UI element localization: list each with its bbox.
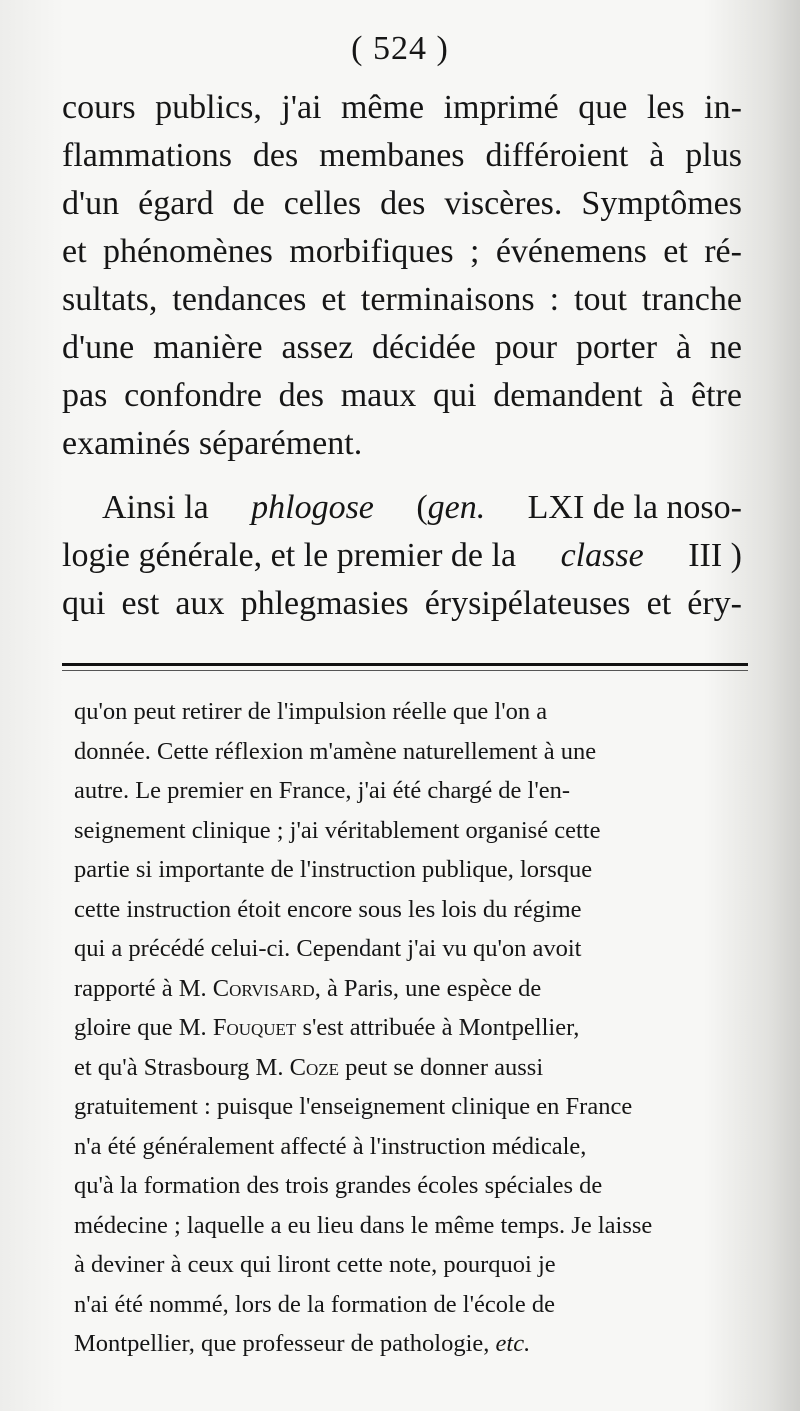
word: événemens xyxy=(495,233,647,270)
word: et xyxy=(62,233,87,270)
word: aux xyxy=(175,585,225,622)
main-line xyxy=(62,324,742,372)
paragraph-line xyxy=(62,532,742,580)
text-run: et qu'à Strasbourg M. xyxy=(74,1053,284,1081)
word: in- xyxy=(704,89,742,126)
footnote-line xyxy=(74,969,764,1009)
word: phénomènes xyxy=(102,233,273,270)
footnote-line: n'a été généralement affecté à l'instruction médicale, xyxy=(74,1132,587,1160)
word: à xyxy=(675,329,692,366)
footnote-line: qu'on peut retirer de l'impulsion réelle que l'on a xyxy=(74,698,548,725)
text-run: III ) xyxy=(688,537,742,574)
text-run: s'est attribuée à Montpellier, xyxy=(302,1014,580,1041)
footnote-line: à deviner à ceux qui liront cette note, pourquoi je xyxy=(74,1251,556,1278)
word: tranche xyxy=(641,281,742,318)
word: viscères. xyxy=(444,185,563,222)
main-line xyxy=(62,276,742,324)
text-run xyxy=(416,484,485,532)
text-run: Ainsi la xyxy=(102,489,209,526)
word: pour xyxy=(494,329,558,366)
word: est xyxy=(121,585,160,622)
word: terminaisons xyxy=(360,281,535,318)
word: à xyxy=(659,377,675,414)
word: à xyxy=(649,137,665,174)
text-run: Montpellier, que professeur de pathologie, xyxy=(74,1330,490,1357)
italic-term: gen. xyxy=(427,489,486,526)
word: flammations xyxy=(62,137,232,174)
footnote-separator-rule xyxy=(62,663,748,666)
word: maux xyxy=(340,377,417,414)
main-line xyxy=(62,372,742,420)
page-number-header: ( 524 ) xyxy=(351,30,449,67)
word: ; xyxy=(469,233,480,270)
text-run: peut se donner aussi xyxy=(345,1053,544,1081)
word: même xyxy=(340,89,425,126)
word: sultats, xyxy=(62,281,158,318)
italic-term: etc. xyxy=(495,1330,531,1357)
word: confondre xyxy=(124,377,262,414)
footnote-line: médecine ; laquelle a eu lieu dans le même temps. Je laisse xyxy=(74,1211,653,1239)
main-line: examinés séparément. xyxy=(62,425,363,462)
word: tout xyxy=(574,281,627,318)
footnote-line: donnée. Cette réflexion m'amène naturellement à une xyxy=(74,737,597,765)
word: manière xyxy=(153,329,263,366)
person-name: Coze xyxy=(289,1053,339,1081)
word: d'un xyxy=(62,185,120,222)
text-run: , à Paris, une espèce de xyxy=(314,974,542,1002)
word: érysipélateuses xyxy=(424,585,631,622)
text-run: LXI de la noso- xyxy=(527,489,742,526)
footnote-line: seignement clinique ; j'ai véritablement organisé cette xyxy=(74,816,601,844)
word: des xyxy=(380,185,426,222)
word: porter xyxy=(575,329,658,366)
footnote-block xyxy=(74,692,764,1364)
word: tendances xyxy=(172,281,307,318)
word: et xyxy=(321,281,346,318)
footnote-line xyxy=(74,1008,764,1048)
text-run: logie générale, et le premier de la xyxy=(62,537,517,574)
word: différoient xyxy=(485,137,629,174)
word: publics, xyxy=(155,89,262,126)
footnote-line: cette instruction étoit encore sous les lois du régime xyxy=(74,895,582,923)
word: plus xyxy=(685,137,742,174)
paragraph-line xyxy=(62,484,742,532)
text-run: ( xyxy=(416,489,428,526)
paragraph-line xyxy=(62,580,742,628)
word: Symptômes xyxy=(581,185,742,222)
footnote-line xyxy=(74,1324,764,1364)
footnote-line xyxy=(74,1048,764,1088)
italic-term: classe xyxy=(560,537,644,574)
word: des xyxy=(278,377,324,414)
word: phlegmasies xyxy=(240,585,409,622)
word: imprimé xyxy=(443,89,559,126)
word: que xyxy=(578,89,628,126)
word: j'ai xyxy=(281,89,322,126)
footnote-line: n'ai été nommé, lors de la formation de l'école de xyxy=(74,1290,555,1318)
footnote-line: qu'à la formation des trois grandes écoles spéciales de xyxy=(74,1172,603,1199)
word: de xyxy=(232,185,265,222)
word: : xyxy=(549,281,560,318)
word: éry- xyxy=(687,585,742,622)
text-run: rapporté à M. xyxy=(74,974,207,1002)
footnote-line: qui a précédé celui-ci. Cependant j'ai vu qu'on avoit xyxy=(74,935,582,962)
word: d'une xyxy=(62,329,135,366)
word: des xyxy=(252,137,299,174)
word: morbifiques xyxy=(289,233,454,270)
word: cours xyxy=(62,89,136,126)
person-name: Fouquet xyxy=(212,1014,297,1041)
word: et xyxy=(646,585,672,622)
footnote-line: gratuitement : puisque l'enseignement clinique en France xyxy=(74,1093,633,1120)
person-name: Corvisard xyxy=(212,974,315,1002)
word: qui xyxy=(62,585,106,622)
word: et xyxy=(663,233,688,270)
word: les xyxy=(646,89,685,126)
word: pas xyxy=(62,377,108,414)
main-text-block xyxy=(62,84,742,628)
main-line xyxy=(62,228,742,276)
italic-term: phlogose xyxy=(251,489,374,526)
word: ré- xyxy=(704,233,742,270)
word: assez xyxy=(281,329,354,366)
word: demandent xyxy=(493,377,643,414)
word: égard xyxy=(138,185,214,222)
word: être xyxy=(691,377,742,414)
footnote-separator-rule-thin xyxy=(62,670,748,671)
footnote-line: partie si importante de l'instruction publique, lorsque xyxy=(74,856,593,883)
word: membanes xyxy=(319,137,465,174)
main-line xyxy=(62,132,742,180)
word: qui xyxy=(433,377,477,414)
word: ne xyxy=(709,329,742,366)
main-line xyxy=(62,84,742,132)
word: décidée xyxy=(372,329,476,366)
text-run: gloire que M. xyxy=(74,1014,207,1041)
word: celles xyxy=(283,185,362,222)
footnote-line: autre. Le premier en France, j'ai été chargé de l'en- xyxy=(74,777,571,804)
main-line xyxy=(62,180,742,228)
